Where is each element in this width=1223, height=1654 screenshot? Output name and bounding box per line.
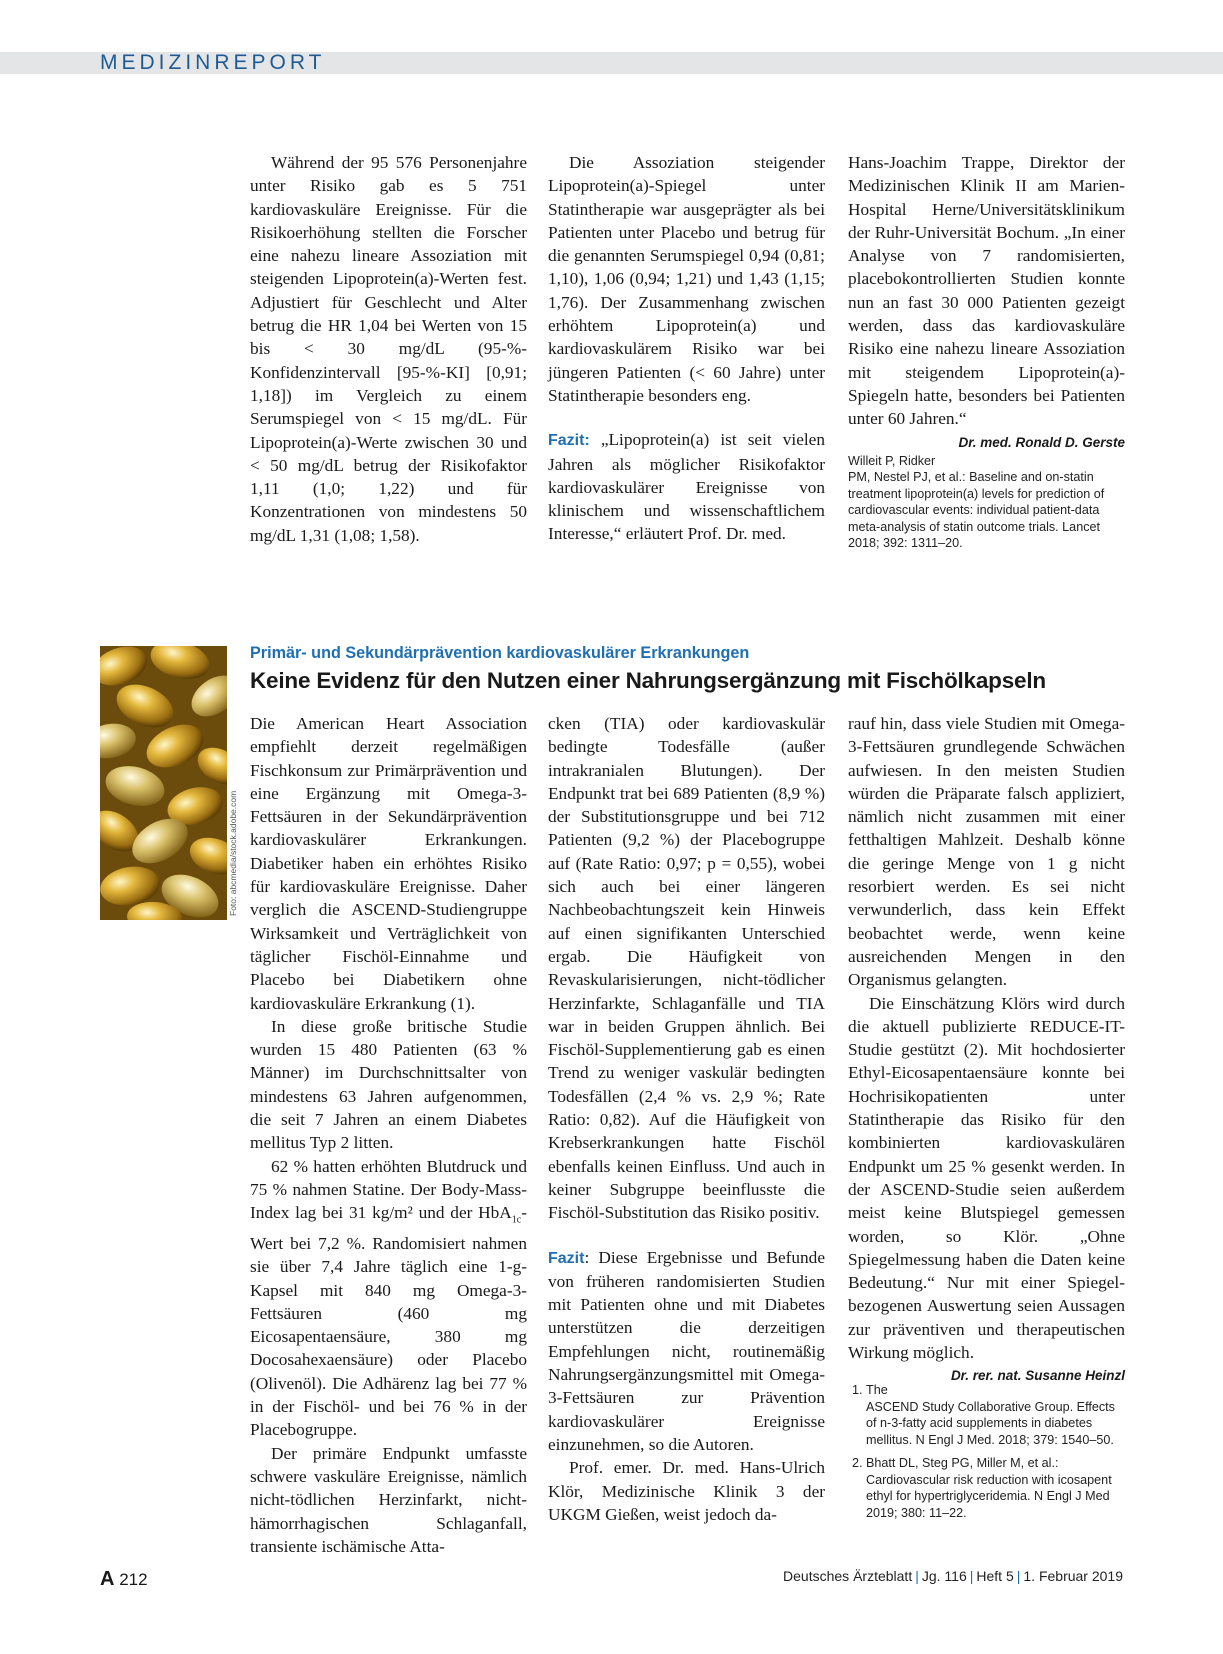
paragraph: Die American Heart Association empfiehlt derzeit regelmäßigen Fischkonsum zur Primärprävention und eine Ergänzung mit Omega-3-Fettsäuren in der Sekundärprävention kardiovaskulärer Erkrankungen. Diabetiker haben ein erhöhtes Risiko für kardiovaskuläre Ereignisse. Daher verglich die ASCEND-Studiengruppe Wirksamkeit und Verträglichkeit von täglicher Fischöl-Einnahme und Placebo bei Diabetikern ohne kardiovaskuläre Erkrankung (1). bbox=[250, 714, 527, 1013]
article2-column-3 bbox=[848, 712, 1125, 1528]
paragraph: Der primäre Endpunkt umfasste schwere vaskuläre Ereignisse, nämlich nicht-tödlichen Herzinfarkt, nicht-hämorrhagischen Schlaganfall, transiente ischämische Atta- bbox=[250, 1443, 527, 1556]
paragraph: rauf hin, dass viele Studien mit Omega-3-Fettsäuren grundlegende Schwächen aufwiesen. In den meisten Studien würden die Präparate falsch appliziert, nämlich nicht zusammen mit einer fetthaltigen Mahlzeit. Deshalb könne die geringe Menge von 1 g nicht resorbiert werden. Es sei nicht verwunderlich, dass kein Effekt beobachtet werde, wenn keine ausreichenden Mengen in den Organismus gelangten. bbox=[848, 714, 1125, 990]
paragraph: Die Assoziation steigender Lipoprotein(a)-Spiegel unter Statintherapie war ausgeprägter als bei Patienten unter Placebo und betrug für die genannten Serumspiegel 0,94 (0,81; 1,10), 1,06 (0,94; 1,21) und 1,43 (1,15; 1,76). Der Zusammenhang zwischen erhöhtem Lipoprotein(a) und kardiovaskulärem Risiko war bei jüngeren Patienten (< 60 Jahre) unter Statintherapie besonders eng. bbox=[548, 153, 825, 405]
article1-column-1 bbox=[250, 151, 527, 547]
fazit-paragraph bbox=[548, 1246, 825, 1457]
paragraph: cken (TIA) oder kardiovaskulär bedingte Todesfälle (außer intrakranialen Blutungen). Der Endpunkt trat bei 689 Patienten (8,9 %) der Substitutionsgruppe und bei 712 Patienten (9,2 %) der Placebogruppe auf (Rate Ratio: 0,97; p = 0,55), wobei sich auch bei einer längeren Nachbeobachtungszeit kein Hinweis auf einen signifikanten Unterschied ergab. Die Häufigkeit von Revaskularisierungen, nicht-tödlicher Herzinfarkte, Schlaganfälle und TIA war in beiden Gruppen ähnlich. Bei Fischöl-Supplementierung gab es einen Trend zu weniger vaskulär bedingten Todesfällen (2,4 % vs. 2,9 %; Rate Ratio: 0,82). Auf die Häufigkeit von Krebserkrankungen hatte Fischöl ebenfalls keinen Einfluss. Und auch in keiner Subgruppe beeinflusste die Fischöl-Substitution das Risiko positiv. bbox=[548, 714, 825, 1223]
article2-column-2 bbox=[548, 712, 825, 1526]
author-signature: Dr. med. Ronald D. Gerste bbox=[958, 434, 1125, 450]
paragraph-text: 62 % hatten erhöhten Blutdruck und 75 % nahmen Statine. Der Body-Mass-Index lag bei 31 kg/m² und der HbA bbox=[250, 1156, 527, 1223]
photo-credit: Foto: abcmedia/stock.adobe.com bbox=[228, 790, 238, 916]
article1-column-2 bbox=[548, 151, 825, 546]
paragraph-text: Hans-Joachim Trappe, Direktor der Medizinischen Klinik II am Marien-Hospital Herne/Universitätsklinikum der Ruhr-Universität Bochum. „In einer Analyse von 7 randomisierten, placebokontrollierten Studien konnte nun an fast 30 000 Patienten gezeigt werden, dass das kardiovaskuläre Risiko eine nahezu lineare Assoziation mit steigendem Lipoprotein(a)-Spiegeln hatte, besonders bei Patienten unter 60 Jahren.“ bbox=[848, 153, 1125, 429]
separator: | bbox=[1016, 1568, 1021, 1584]
journal-volume: Jg. 116 bbox=[921, 1568, 967, 1584]
fazit-text: „Lipoprotein(a) ist seit vielen Jahren als möglicher Risikofaktor kardiovaskulärer Ereignisse von klinischem und wissenschaftlichem Interesse,“ erläutert Prof. Dr. med. bbox=[548, 430, 825, 544]
page-number-value: 212 bbox=[119, 1570, 148, 1589]
paragraph bbox=[848, 992, 1125, 1384]
article-headline: Keine Evidenz für den Nutzen einer Nahrungsergänzung mit Fischölkapseln bbox=[250, 668, 1046, 693]
journal-info bbox=[783, 1568, 1123, 1584]
reference: Willeit P, Ridker PM, Nestel PJ, et al.: Baseline and on-statin treatment lipoprotein(a) levels for prediction of cardiovascular events: individual patient-data meta-analysis of statin outcome trials. Lancet 2018; 392: 1311–20. bbox=[848, 453, 1105, 551]
paragraph: Während der 95 576 Personenjahre unter Risiko gab es 5 751 kardiovaskuläre Ereignisse. Für die Risikoerhöhung stellten die Forscher eine nahezu lineare Assoziation mit steigenden Lipoprotein(a)-Werten fest. Adjustiert für Geschlecht und Alter betrug die HR 1,04 bei Werten von 15 bis < 30 mg/dL (95-%-Konfidenzintervall [95-%-KI] [0,91; 1,18]) im Vergleich zu einem Serumspiegel von < 15 mg/dL. Für Lipoprotein(a)-Werte zwischen 30 und < 50 mg/dL betrug der Risikofaktor 1,11 (1,0; 1,22) und für Konzentrationen von mindestens 50 mg/dL 1,31 (1,08; 1,58). bbox=[250, 153, 527, 545]
journal-date: 1. Februar 2019 bbox=[1023, 1568, 1123, 1584]
page-number bbox=[100, 1568, 148, 1591]
article1-column-3 bbox=[848, 151, 1125, 552]
author-signature: Dr. rer. nat. Susanne Heinzl bbox=[950, 1368, 1125, 1384]
article2-column-1 bbox=[250, 712, 527, 1558]
paragraph bbox=[250, 1155, 527, 1442]
separator: | bbox=[915, 1568, 919, 1584]
fish-oil-capsules-photo bbox=[100, 646, 227, 920]
reference-list bbox=[848, 1382, 1125, 1521]
paragraph: Prof. emer. Dr. med. Hans-Ulrich Klör, Medizinische Klinik 3 der UKGM Gießen, weist jedoch da- bbox=[548, 1458, 825, 1524]
subscript: 1c bbox=[511, 1214, 522, 1226]
paragraph-text: -Wert bei 7,2 %. Randomisiert nahmen sie über 7,4 Jahre täglich eine 1-g-Kapsel mit 840 mg Omega-3-Fettsäuren (460 mg Eicosapentaensäure, 380 mg Docosahexaensäure) oder Placebo (Olivenöl). Die Adhärenz lag bei 77 % in der Fischöl- und bei 76 % in der Placebogruppe. bbox=[250, 1203, 527, 1440]
paragraph-text: Die Einschätzung Klörs wird durch die aktuell publizierte REDUCE-IT-Studie gestützt (2). Mit hochdosierter Ethyl-Eicosapentaensäure konnte bei Hochrisikopatienten unter Statintherapie das Risiko für den kombinierten kardiovaskulären Endpunkt um 25 % gesenkt werden. In der ASCEND-Studie seien außerdem meist keine Blutspiegel gemessen worden, so Klör. „Ohne Spiegelmessung haben die Daten keine Bedeutung.“ Nur mit einer Spiegel-bezogenen Auswertung seien Aussagen zur präventiven und therapeutischen Wirkung möglich. bbox=[848, 993, 1125, 1363]
paragraph: In diese große britische Studie wurden 15 480 Patienten (63 % Männer) im Durchschnittsalter von mindestens 63 Jahren aufgenommen, die seit 7 Jahren an einem Diabetes mellitus Typ 2 litten. bbox=[250, 1016, 527, 1153]
page-prefix: A bbox=[100, 1568, 115, 1590]
section-label: MEDIZINREPORT bbox=[100, 51, 326, 74]
fazit-paragraph bbox=[548, 428, 825, 545]
fazit-label: Fazit bbox=[548, 1249, 585, 1267]
reference-item: 1. The ASCEND Study Collaborative Group. Effects of n-3-fatty acid supplements in diabetes mellitus. N Engl J Med. 2018; 379: 1540–50. bbox=[866, 1382, 1125, 1448]
article-kicker: Primär- und Sekundärprävention kardiovaskulärer Erkrankungen bbox=[250, 644, 750, 662]
paragraph bbox=[848, 151, 1125, 450]
fazit-text: : Diese Ergebnisse und Befunde von früheren randomisierten Studien mit Patienten ohne und mit Diabetes unterstützen die derzeitigen Empfehlungen nicht, routinemäßig Nahrungsergänzungsmittel mit Omega-3-Fettsäuren zur Prävention kardiovaskulärer Ereignisse einzunehmen, so die Autoren. bbox=[548, 1247, 825, 1454]
reference-item: 2. Bhatt DL, Steg PG, Miller M, et al.: Cardiovascular risk reduction with icosapent ethyl for hypertriglyceridemia. N Engl J Med 2019; 380: 11–22. bbox=[866, 1455, 1125, 1521]
separator: | bbox=[969, 1568, 974, 1584]
journal-name: Deutsches Ärzteblatt bbox=[783, 1568, 913, 1584]
fazit-label: Fazit: bbox=[548, 432, 590, 450]
journal-issue: Heft 5 bbox=[976, 1568, 1014, 1584]
